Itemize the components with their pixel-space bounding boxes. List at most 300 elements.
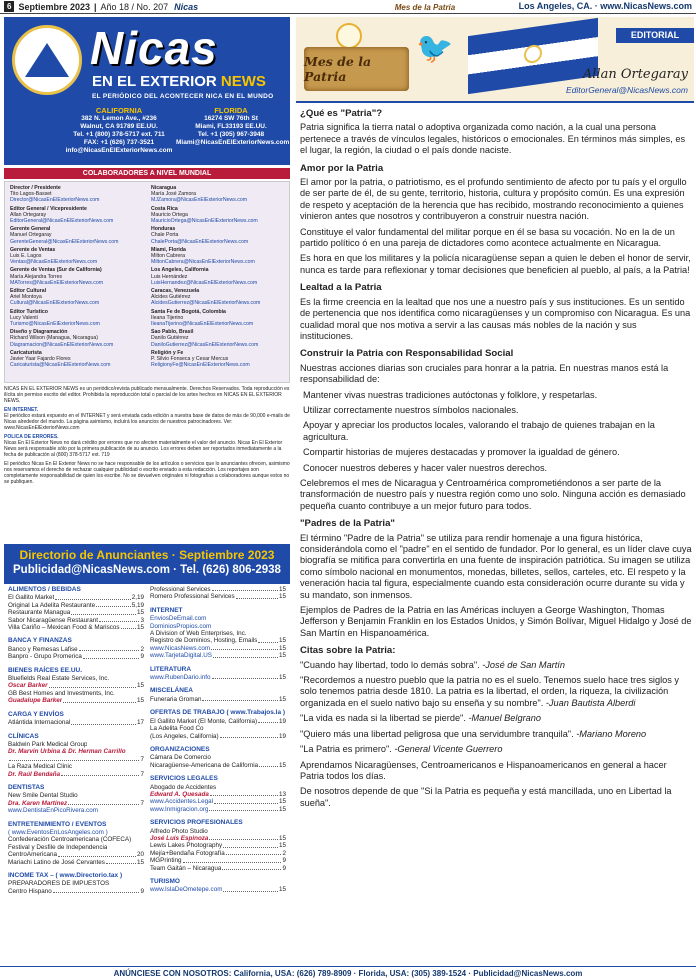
collaborator-entry <box>10 267 143 286</box>
directory-item[interactable] <box>8 792 144 799</box>
quote-text: "Cuando hay libertad, todo lo demás sobra". <box>300 659 483 670</box>
directory-item[interactable] <box>150 886 286 893</box>
article-paragraph: Celebremos el mes de Nicaragua y Centroamérica comprometiéndonos a ser parte de la transformación de nuestro país y nuestra región como uno solo. Ninguna acción es demasiado pequeña cuanto contribuye a un mejor futuro para todos. <box>300 477 686 511</box>
directory-item-name: www.IslaDeOmetepe.com <box>150 886 223 894</box>
collaborator-email[interactable]: Director@NicasEnElExteriorNews.com <box>10 197 100 204</box>
directory-item-page: 15 <box>278 805 286 813</box>
directory-item[interactable] <box>150 586 286 593</box>
directory-item-page: 15 <box>278 644 286 652</box>
directory-item-page: 15 <box>278 695 286 703</box>
collaborators-box <box>4 181 290 383</box>
directory-item[interactable] <box>150 623 286 630</box>
directory-item-page: 5,19 <box>131 601 144 609</box>
leader-dots <box>259 762 278 767</box>
directory-item[interactable] <box>8 697 144 704</box>
leader-dots <box>214 798 278 803</box>
collaborator-role: Gerente General <box>10 226 51 233</box>
leader-dots <box>210 791 278 796</box>
directory-contact[interactable]: Publicidad@NicasNews.com · Tel. (626) 806-2938 <box>13 564 281 576</box>
directory-item[interactable] <box>150 762 286 769</box>
directory-item-name: Cámara De Comercio <box>150 754 211 762</box>
directory-item-name: www.DentistaEnPicoRivera.com <box>8 807 98 815</box>
directory-item[interactable] <box>150 733 286 740</box>
directory-item-name: Oscar Barker <box>8 682 48 690</box>
directory-title: Directorio de Anunciantes · Septiembre 2023 <box>19 548 275 562</box>
directory-item[interactable] <box>8 682 144 689</box>
leader-dots <box>223 842 278 847</box>
leader-dots <box>49 682 136 687</box>
directory-category: INCOME TAX – ( www.Directorio.tax ) <box>8 872 123 879</box>
collaborator-entry <box>10 206 143 225</box>
article-paragraph: Es la firme creencia en la lealtad que nos une a nuestro país y sus instituciones. Es un sentido de pertenencia que nos identifica como nicaragüenses y un compromiso con Nicaragua. Es una cualidad moral que nos motiva a servir a las causas más nobles de la nación y sus instituciones. <box>300 296 691 341</box>
article-bullet: Apoyar y apreciar los productos locales, valorando el trabajo de quienes trabajan en la agricultura. <box>303 420 655 442</box>
leader-dots <box>212 674 278 679</box>
office-florida: FLORIDA 16274 SW 76th St Miami, FL33193 EE.UU. Tel. +1 (305) 967-3948 Miami@NicasEnElExteriorNews.com <box>176 106 290 146</box>
leader-dots <box>83 653 140 658</box>
directory-item-page: 15 <box>278 842 286 850</box>
directory-item-name: Dra. Karen Martínez <box>8 799 68 807</box>
article-bullet: Compartir historias de mujeres destacadas y promover la igualdad de género. <box>303 447 620 458</box>
leader-dots <box>55 594 131 599</box>
directory-item-page: 7 <box>140 799 144 807</box>
collaborator-entry <box>10 350 143 369</box>
quote-author: -Manuel Belgrano <box>468 713 541 724</box>
directory-category: TURISMO <box>150 878 180 885</box>
office-california: CALIFORNIA 382 N. Lemon Ave., #236 Walnut, CA 91789 EE.UU. Tel. +1 (800) 378-5717 ext. 711 FAX: +1 (626) 737-3521 info@NicasEnElExteriorNews.com <box>65 106 173 154</box>
directory-left <box>8 586 144 954</box>
directory-item-name: CentroAmericana <box>8 851 57 859</box>
advertiser-directory <box>4 586 290 954</box>
directory-item[interactable] <box>150 842 286 849</box>
collaborator-name: Richard Wilson (Managua, Nicaragua) <box>10 335 98 342</box>
directory-item[interactable] <box>150 593 286 600</box>
directory-item[interactable] <box>150 784 286 791</box>
collaborator-email[interactable]: MATorres@NicasEnElExteriorNews.com <box>10 279 104 286</box>
collaborator-entry <box>151 267 284 286</box>
article-bullet: Utilizar correctamente nuestros símbolos nacionales. <box>303 404 519 415</box>
directory-item[interactable] <box>8 800 144 807</box>
leader-dots <box>68 800 139 805</box>
directory-item-name: Edward A. Quesada <box>150 790 209 798</box>
directory-item-name: José Luis Espinoza <box>150 834 209 842</box>
directory-item[interactable] <box>8 748 144 755</box>
collaborator-role: Los Angeles, California <box>151 267 209 274</box>
issue-number: Año 18 / No. 207 <box>100 1 169 12</box>
directory-item[interactable] <box>8 646 144 653</box>
directory-category: ALIMENTOS / BEBIDAS <box>8 586 81 593</box>
collaborator-role: Editor Cultural <box>10 288 47 295</box>
directory-item-page: 9 <box>282 857 286 865</box>
collaborator-entry <box>10 288 143 307</box>
directory-item-name: www.Accidentes.Legal <box>150 798 214 806</box>
directory-item-page: 15 <box>278 834 286 842</box>
legal-paragraph: El periódico Nicas En El Exterior News no se hace responsable de los artículos o servicios que lo anunciantes ofrecen, asimismo nos reservamos el derecho de rechazar cualquier publicidad o escrito enviado a esta redacción. Los reportajes son completamente responsabilidad de quien los escribe. No se devuelven originales ni fotografías a colaboradores aunque estos no se publiquen. <box>4 461 290 485</box>
collaborators-left <box>10 185 143 379</box>
directory-item-page: 19 <box>278 717 286 725</box>
directory-category: CLÍNICAS <box>8 732 39 740</box>
editorial-banner <box>296 17 694 103</box>
collaborator-email[interactable]: Diagramacion@NicasEnElExteriorNews.com <box>10 341 114 348</box>
collaborator-role: Editor Turístico <box>10 308 48 315</box>
collaborator-role: Diseño y Diagramación <box>10 329 68 336</box>
leader-dots <box>212 586 278 591</box>
collaborator-name: Ariel Montoya <box>10 294 42 301</box>
article-quote <box>300 729 692 740</box>
quote-text: "Quiero más una libertad peligrosa que una servidumbre tranquila". <box>300 728 577 739</box>
directory-category: DENTISTAS <box>8 783 45 791</box>
directory-item[interactable] <box>150 652 286 659</box>
collaborator-entry <box>151 288 284 307</box>
leader-dots <box>226 850 282 855</box>
article-paragraph: El término "Padre de la Patria" se utiliza para rendir homenaje a una figura histórica, considerándola como el "padre" en el sentido de fundador. Por lo general, es un líder clave cuya biografía se mitifica para convertirla en una fuente de inspiración patriótica. Su imagen se utiliza como símbolo nacional en monumentos, monedas, billetes, sellos, carteles, etc. El respeto y la veneración hacia tal figura, especialmente cuando esta consideración ocurre durante su vida y su mandato, son inmensos. <box>300 532 692 600</box>
directory-item-name: Abogado de Accidentes <box>150 783 217 791</box>
collaborator-email[interactable]: MauricioOrtega@NicasEnElExteriorNews.com <box>151 218 258 225</box>
legal-paragraph: NICAS EN EL EXTERIOR NEWS es un periódico/revista publicado mensualmente. Derechos Reservados. Toda reproducción es ilícita sin permiso escrito del editor. Prohibida la reproducción total o parcial de los artes hechos en NICAS EN EL EXTERIOR NEWS. <box>4 386 290 404</box>
author-email[interactable]: EditorGeneral@NicasNews.com <box>565 85 688 95</box>
collaborator-name: Tito Lagos-Basset <box>10 191 52 198</box>
collaborator-email[interactable]: Turismo@NicasEnElExteriorNews.com <box>10 321 100 328</box>
collaborator-name: Luis E. Lagos <box>10 253 42 260</box>
directory-item[interactable] <box>8 594 144 601</box>
directory-item[interactable] <box>150 637 286 644</box>
article-quote <box>300 713 692 724</box>
directory-item-page: 15 <box>278 586 286 593</box>
leader-dots <box>63 697 136 702</box>
directory-item[interactable] <box>8 859 144 866</box>
directory-item-name: Registro de Dominios, Hosting, Emails <box>150 637 258 645</box>
leader-dots <box>222 865 281 870</box>
article-quote <box>300 660 692 671</box>
article-heading: "Padres de la Patria" <box>300 518 395 530</box>
page-number: 6 <box>4 1 14 12</box>
legal-heading: POLICA DE ERRORES. <box>4 434 59 440</box>
directory-item-name: EnviosDeEmail.com <box>150 615 207 623</box>
collaborators-heading: COLABORADORES A NIVEL MUNDIAL <box>4 168 290 179</box>
masthead-tagline: EL PERIÓDICO DEL ACONTECER NICA EN EL MUNDO <box>92 93 274 100</box>
directory-item[interactable] <box>150 674 286 681</box>
directory-category: BIENES RAÍCES EE.UU. <box>8 666 83 674</box>
directory-item-name: Bluefields Real Estate Services, Inc. <box>8 675 110 683</box>
directory-item-page: 13 <box>278 790 286 798</box>
directory-item[interactable] <box>8 675 144 682</box>
collaborator-email[interactable]: IleanaTijerino@NicasEnElExteriorNews.com <box>151 321 254 328</box>
collaborator-email[interactable]: MJZamora@NicasEnElExteriorNews.com <box>151 197 248 204</box>
directory-item-name: Restaurante Managua <box>8 609 71 617</box>
directory-item[interactable] <box>8 741 144 748</box>
directory-item-name: El Gallito Market <box>8 594 55 602</box>
article-paragraph: El amor por la patria, o patriotismo, es el profundo sentimiento de afecto por tu país y el orgullo de ser parte de él, de su gente, territorio, historia, cultura y propósito común. Es una expresión de respeto y aceptación de la herencia que has recibido, mostrando reconocimiento a quienes vinieron antes que nosotros y contribuyeron a construir nuestra nación. <box>300 177 687 222</box>
leader-dots <box>209 835 278 840</box>
directory-item-page: 9 <box>140 887 144 895</box>
directory-item[interactable] <box>8 690 144 697</box>
directory-item[interactable] <box>8 836 144 843</box>
collaborator-name: Alcides Gutiérrez <box>151 294 191 301</box>
directory-item[interactable] <box>8 807 144 814</box>
directory-item-page: 9 <box>140 653 144 661</box>
directory-item-page: 20 <box>136 851 144 859</box>
directory-item[interactable] <box>150 718 286 725</box>
collaborator-entry <box>151 247 284 266</box>
directory-item-name: Centro Hispano <box>8 887 52 895</box>
directory-item-name: Villa Cariño – Mexican Food & Mariscos <box>8 624 120 632</box>
issue-date: Septiembre 2023 <box>18 1 90 12</box>
leader-dots <box>58 851 136 856</box>
directory-item[interactable] <box>150 630 286 637</box>
directory-item[interactable] <box>150 696 286 703</box>
collaborator-entry <box>10 329 143 348</box>
directory-item-page: 3 <box>140 616 144 624</box>
directory-item-name: A Division of Web Enterprises, Inc. <box>150 630 247 638</box>
directory-item[interactable] <box>8 756 144 763</box>
mes-de-la-patria-scroll: Mes de la Patria <box>304 47 409 91</box>
directory-item-name: Guadalupe Barker <box>8 697 63 705</box>
collaborators-right <box>151 185 284 379</box>
footer-ad-contact: ANÚNCIESE CON NOSOTROS: California, USA: (626) 789-8909 · Florida, USA: (305) 389-1524 · Publicidad@NicasNews.com <box>0 966 696 979</box>
article-heading: Construir la Patria con Responsabilidad Social <box>300 348 514 360</box>
directory-category: SERVICIOS LEGALES <box>150 775 218 783</box>
directory-item-name: Romero Professional Services <box>150 593 235 601</box>
directory-item[interactable] <box>150 828 286 835</box>
directory-item-name: Professional Services <box>150 586 211 593</box>
directory-item[interactable] <box>8 771 144 778</box>
directory-item[interactable] <box>150 850 286 857</box>
collaborator-email[interactable]: ChalePorta@NicasEnElExteriorNews.com <box>151 238 249 245</box>
directory-item[interactable] <box>150 857 286 864</box>
collaborator-role: Honduras <box>151 226 176 233</box>
directory-item-page: 15 <box>136 858 144 866</box>
directory-item-page: 15 <box>278 886 286 894</box>
collaborator-role: Miami, Florida <box>151 246 186 253</box>
quote-text: "La Patria es primero". <box>300 744 395 755</box>
directory-item-name: Atlántida Internacional <box>8 719 71 727</box>
collaborator-role: Director / Presidente <box>10 185 61 191</box>
leader-dots <box>223 886 278 891</box>
directory-item[interactable] <box>8 617 144 624</box>
collaborator-name: Allan Ortegaray <box>10 211 47 218</box>
directory-item-page: 15 <box>278 652 286 660</box>
directory-item-name: Festival y Desfile de Independencia <box>8 843 108 851</box>
directory-item-page: 17 <box>136 719 144 727</box>
collaborator-name: Luis Hernández <box>151 273 188 280</box>
collaborator-email[interactable]: EditorGeneral@NicasEnElExteriorNews.com <box>10 218 114 225</box>
article-paragraph: Constituye el valor fundamental del militar porque en él se basa su vocación. No en la de un partido político ó en una pareja de dictadores como acontece actualmente en Nicaragua. <box>300 226 675 249</box>
quote-author: -General Vicente Guerrero <box>394 744 503 755</box>
collaborator-entry <box>151 185 284 204</box>
directory-item-name: Mariachi Latino de José Cervantes <box>8 858 105 866</box>
leader-dots <box>71 609 136 614</box>
directory-item[interactable] <box>8 888 144 895</box>
masthead-title: Nicas <box>90 22 218 74</box>
article-paragraph: Es hora en que los militares y la policía nicaragüense sepan a quien le deben el honor de servir, nunca es tarde para reflexionar y tomar decisiones que beneficien al pueblo, al país, a la Patria! <box>300 253 691 275</box>
article-paragraph: Aprendamos Nicaragüenses, Centroamericanos e Hispanoamericanos en general a hacer Patria todos los días. <box>300 759 667 781</box>
directory-item-name: ( www.EventosEnLosAngeles.com ) <box>8 828 108 836</box>
article-paragraph: De nosotros depende de que "Si la Patria es pequeña y está mancillada, uno en Libertad la sueña". <box>300 786 672 808</box>
quote-author: -Mariano Moreno <box>576 728 647 739</box>
editorial-label: EDITORIAL <box>616 28 694 43</box>
collaborator-role: Gerente de Ventas <box>10 246 56 253</box>
directory-item-name: Nicaragüense-Americana de California <box>150 761 259 769</box>
directory-item[interactable] <box>150 806 286 813</box>
directory-item-page: 15 <box>278 761 286 769</box>
collaborator-role: Caricaturista <box>10 349 42 356</box>
article-paragraph: Ejemplos de Padres de la Patria en las Américas incluyen a George Washington, Thomas Jefferson y Benjamin Franklin en los Estados Unidos, y Simón Bolívar, Miguel Hidalgo y José de San Martín en Hispanoamérica. <box>300 605 692 638</box>
directory-item-name: Lewis Lakes Photography <box>150 842 223 850</box>
directory-item-name: Banpro - Grupo Promerica <box>8 653 82 661</box>
directory-item-page: 15 <box>278 593 286 601</box>
leader-dots <box>99 617 140 622</box>
masthead <box>4 17 290 165</box>
collaborator-role: Santa Fe de Bogotá, Colombia <box>151 308 226 315</box>
collaborator-email[interactable]: MiltonCabrera@NicasEnElExteriorNews.com <box>151 259 255 266</box>
directory-item-page: 15 <box>278 674 286 682</box>
directory-item-name: MGPrinting <box>150 857 182 865</box>
leader-dots <box>202 696 278 701</box>
directory-item[interactable] <box>150 725 286 732</box>
directory-item-name: (Los Angeles, California) <box>150 732 219 740</box>
directory-item-name: PREPARADORES DE IMPUESTOS <box>8 880 110 888</box>
directory-item[interactable] <box>150 835 286 842</box>
directory-item[interactable] <box>8 844 144 851</box>
directory-item-name: www.NicasNews.com <box>150 644 211 652</box>
leader-dots <box>106 859 136 864</box>
editorial-article <box>300 108 692 813</box>
collaborator-email[interactable]: DaniloGutierrez@NicasEnElExteriorNews.com <box>151 341 259 348</box>
mini-logo: Nicas <box>174 1 199 12</box>
directory-item-page: 2 <box>140 645 144 653</box>
directory-item-name: La Adelita Food Co <box>150 725 204 733</box>
directory-item[interactable] <box>150 798 286 805</box>
masthead-subtitle: EN EL EXTERIOR NEWS <box>92 73 266 90</box>
article-bullet: Mantener vivas nuestras tradiciones autóctonas y folklore, y respetarlas. <box>303 389 598 400</box>
collaborator-name: Lucy Valenti <box>10 314 38 321</box>
collaborator-email[interactable]: Ventas@NicasEnElExteriorNews.com <box>10 259 98 266</box>
site-link[interactable]: Los Angeles, CA. · www.NicasNews.com <box>518 1 692 11</box>
directory-item[interactable] <box>150 791 286 798</box>
leader-dots <box>220 733 278 738</box>
collaborator-entry <box>10 309 143 328</box>
directory-item-name: La Raza Medical Clinic <box>8 763 73 771</box>
quote-text: "La vida es nada si la libertad se pierde". <box>300 713 469 724</box>
directory-item-name: Banco y Remesas Lafise <box>8 645 78 653</box>
directory-item-page: 15 <box>136 624 144 632</box>
article-quote <box>300 675 692 709</box>
article-heading: Citas sobre la Patria: <box>300 645 396 657</box>
directory-item-name: Dr. Marvin Urbina & Dr. Herman Carrillo <box>8 748 126 756</box>
nicaragua-seal-icon <box>12 25 82 95</box>
legal-paragraph: El periódico estará expuesto en el INTERNET y será enviada cada edición a nuestra base de datos de más de 90,000 e-mails de Nicas alrededor del mundo. La página asimismo, incluirá los anuncios de nuestros patrocinadores. Ver: www.NicasEnElExteriorNews.com <box>4 413 290 431</box>
leader-dots <box>9 756 139 761</box>
directory-item-name: El Gallito Market (El Monte, California) <box>150 717 258 725</box>
directory-item-name: New Smile Dental Studio <box>8 792 78 800</box>
collaborator-name: María José Zamora <box>151 191 196 198</box>
article-heading: Lealtad a la Patria <box>300 282 382 294</box>
directory-item-page: 19 <box>278 732 286 740</box>
collaborator-email[interactable]: AlcidesGutierrez@NicasEnElExteriorNews.com <box>151 300 261 307</box>
collaborator-entry <box>151 309 284 328</box>
collaborator-name: Milton Cabrera <box>151 253 186 260</box>
directory-item[interactable] <box>150 754 286 761</box>
directory-item-page: 15 <box>136 682 144 690</box>
quote-author: -Juan Bautista Alberdi <box>545 697 636 708</box>
leader-dots <box>211 645 278 650</box>
directory-category: CARGA Y ENVÍOS <box>8 710 64 718</box>
collaborator-email[interactable]: Caricaturista@NicasEnElExteriorNews.com <box>10 362 111 369</box>
directory-item[interactable] <box>150 615 286 622</box>
directory-category: ORGANIZACIONES <box>150 745 210 753</box>
leader-dots <box>213 652 278 657</box>
collaborator-name: Mauricio Ortega <box>151 211 188 218</box>
article-paragraph: Patria significa la tierra natal o adoptiva organizada como nación, a la cual una persona pertenece a través de vínculos legales, históricos o emocionales. En términos más simples, es el lugar, la región, la ciudad o el país donde naciste. <box>300 122 686 156</box>
directory-category: ENTRETENIMIENTO / EVENTOS <box>8 820 107 828</box>
leader-dots <box>96 602 131 607</box>
article-bullet: Conocer nuestros deberes y hacer valer nuestros derechos. <box>303 462 548 473</box>
leader-dots <box>79 646 140 651</box>
directory-category: BANCA Y FINANZAS <box>8 637 72 645</box>
legal-heading: EN INTERNET. <box>4 407 39 413</box>
quote-text: "Recordemos a nuestro pueblo que la patria no es el suelo. Tenemos suelo hace tres siglos y solo tenemos patria desde 1810. La patria es la libertad, el orden, la riqueza, la civilización organizada en el suelo nativo bajo su enseña y su nombre". <box>300 675 679 708</box>
directory-item[interactable] <box>8 763 144 770</box>
leader-dots <box>183 857 282 862</box>
collaborator-email[interactable]: LuisHernandez@NicasEnElExteriorNews.com <box>151 279 258 286</box>
leader-dots <box>236 593 278 598</box>
directory-item-name: www.TarjetaDigital.US <box>150 652 212 660</box>
directory-category: INTERNET <box>150 606 183 614</box>
collaborator-entry <box>151 329 284 348</box>
directory-item[interactable] <box>8 829 144 836</box>
directory-item[interactable] <box>8 602 144 609</box>
collaborator-entry <box>10 247 143 266</box>
directory-item[interactable] <box>150 645 286 652</box>
directory-item[interactable] <box>8 880 144 887</box>
collaborator-email[interactable]: Cultural@NicasEnElExteriorNews.com <box>10 300 100 307</box>
collaborator-email[interactable]: GerenteGeneral@NicasEnElExteriorNews.com <box>10 238 119 245</box>
collaborator-email[interactable]: ReligionyFe@NicasEnElExteriorNews.com <box>151 362 250 369</box>
article-paragraph: Nuestras acciones diarias son cruciales para honrar a la patria. En nuestras manos está la responsabilidad de: <box>300 362 669 385</box>
legal-notice <box>4 386 290 488</box>
directory-category: MISCELÁNEA <box>150 687 193 695</box>
directory-item-page: 15 <box>278 798 286 806</box>
article-heading: ¿Qué es "Patria"? <box>300 108 383 119</box>
leader-dots <box>121 624 136 629</box>
directory-item-page: 15 <box>278 637 286 645</box>
section-label: Mes de la Patria <box>394 2 456 12</box>
directory-item-page: 15 <box>136 609 144 617</box>
directory-item[interactable] <box>8 851 144 858</box>
author-name: Allan Ortegaray <box>582 67 688 82</box>
collaborator-role: Caracas, Venezuela <box>151 288 200 295</box>
directory-item-page: 7 <box>140 770 144 778</box>
directory-item[interactable] <box>8 653 144 660</box>
directory-item[interactable] <box>8 719 144 726</box>
directory-item-page: 7 <box>140 755 144 763</box>
directory-item-name: Original La Adelita Restaurante <box>8 601 96 609</box>
directory-item-page: 2,19 <box>131 594 144 602</box>
directory-item[interactable] <box>8 609 144 616</box>
directory-item-name: DominiosPropios.com <box>150 622 212 630</box>
directory-item[interactable] <box>8 624 144 631</box>
directory-item[interactable] <box>150 865 286 872</box>
leader-dots <box>258 718 278 723</box>
directory-item-page: 9 <box>282 864 286 872</box>
collaborator-entry <box>151 206 284 225</box>
leader-dots <box>71 719 136 724</box>
collaborator-name: Manuel Ortegaray <box>10 232 52 239</box>
directory-item-name: www.RubenDario.info <box>150 674 211 682</box>
collaborator-role: Nicaragua <box>151 185 177 191</box>
collaborator-role: Religión y Fe <box>151 349 184 356</box>
directory-item-name: Dr. Raúl Bendaña <box>8 770 61 778</box>
collaborator-entry <box>10 226 143 245</box>
